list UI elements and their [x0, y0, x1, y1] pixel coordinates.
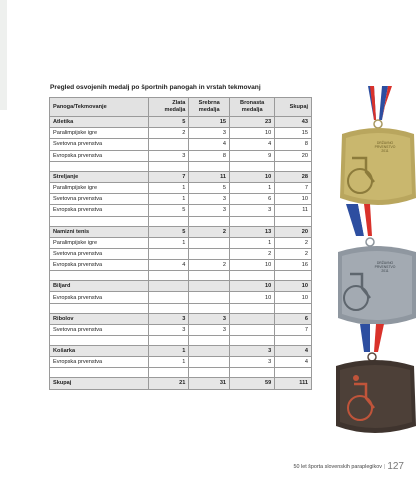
row-value: 10 [230, 128, 275, 139]
row-value: 16 [275, 260, 312, 271]
row-value: 28 [275, 171, 312, 182]
row-label [50, 271, 149, 281]
row-value: 10 [275, 194, 312, 205]
row-value [230, 161, 275, 171]
row-value: 20 [275, 226, 312, 237]
row-label: Košarka [50, 346, 149, 357]
medal-table [49, 97, 312, 390]
header-total: Skupaj [275, 98, 312, 117]
category-row [50, 346, 312, 357]
row-value: 15 [189, 117, 230, 128]
row-value: 15 [275, 128, 312, 139]
row-label [50, 368, 149, 378]
table-row [50, 237, 312, 248]
ribbon-lower [360, 324, 384, 352]
row-value: 2 [230, 248, 275, 259]
row-label: Paralimpijske igre [50, 237, 149, 248]
row-value: 1 [149, 182, 189, 193]
row-label: Paralimpijske igre [50, 182, 149, 193]
row-label: Evropska prvenstva [50, 150, 149, 161]
row-value [230, 271, 275, 281]
row-value: 2 [189, 226, 230, 237]
row-value: 4 [149, 260, 189, 271]
row-value: 3 [149, 313, 189, 324]
row-value [275, 161, 312, 171]
row-value: 11 [189, 171, 230, 182]
row-value [189, 237, 230, 248]
row-value [275, 368, 312, 378]
row-label: Evropska prvenstva [50, 357, 149, 368]
row-value: 7 [149, 171, 189, 182]
footer-separator: | [383, 463, 386, 470]
row-value [149, 216, 189, 226]
row-label: Namizni tenis [50, 226, 149, 237]
row-value: 1 [149, 237, 189, 248]
gold-medal [340, 128, 416, 205]
row-value: 11 [275, 205, 312, 216]
svg-text:PRVENSTVO: PRVENSTVO [374, 145, 396, 149]
footer-text: 50 let športa slovenskih paraplegikov [293, 463, 382, 470]
row-value: 20 [275, 150, 312, 161]
row-value [189, 336, 230, 346]
row-value: 5 [149, 226, 189, 237]
row-value [230, 324, 275, 335]
total-row [50, 378, 312, 389]
row-label: Evropska prvenstva [50, 205, 149, 216]
row-value [189, 248, 230, 259]
row-value: 1 [230, 182, 275, 193]
svg-text:DRŽAVNO: DRŽAVNO [376, 261, 394, 265]
row-value [230, 368, 275, 378]
category-row [50, 313, 312, 324]
row-value [275, 271, 312, 281]
row-value [275, 216, 312, 226]
row-value [189, 292, 230, 303]
row-value [189, 281, 230, 292]
row-value: 8 [275, 139, 312, 150]
row-value [189, 368, 230, 378]
spacer-row [50, 336, 312, 346]
row-value: 3 [149, 324, 189, 335]
row-value [275, 336, 312, 346]
row-value [230, 303, 275, 313]
category-row [50, 226, 312, 237]
svg-text:2011: 2011 [381, 149, 389, 153]
row-value: 8 [189, 150, 230, 161]
svg-text:2011: 2011 [381, 269, 389, 273]
header-bronze: Bronasta medalja [230, 98, 275, 117]
table-row [50, 357, 312, 368]
row-value: 10 [275, 292, 312, 303]
row-value: 4 [189, 139, 230, 150]
row-value: 1 [230, 237, 275, 248]
spacer-row [50, 303, 312, 313]
row-value: 3 [189, 128, 230, 139]
spacer-row [50, 271, 312, 281]
row-value: 3 [189, 324, 230, 335]
left-page-strip [0, 0, 7, 110]
row-value: 59 [230, 378, 275, 389]
row-value: 21 [149, 378, 189, 389]
row-value [149, 248, 189, 259]
page-footer [294, 461, 405, 472]
medals-image [330, 86, 420, 438]
row-value: 2 [275, 248, 312, 259]
row-value [149, 161, 189, 171]
row-value: 5 [189, 182, 230, 193]
row-value: 5 [149, 205, 189, 216]
row-value: 43 [275, 117, 312, 128]
svg-text:PRVENSTVO: PRVENSTVO [374, 265, 396, 269]
row-value: 1 [149, 357, 189, 368]
row-value: 3 [189, 205, 230, 216]
table-row [50, 260, 312, 271]
table-row [50, 194, 312, 205]
row-value: 10 [230, 171, 275, 182]
row-label: Svetovna prvenstva [50, 139, 149, 150]
row-value: 10 [230, 281, 275, 292]
row-label: Svetovna prvenstva [50, 324, 149, 335]
row-value [230, 336, 275, 346]
row-value [149, 281, 189, 292]
row-value: 2 [189, 260, 230, 271]
table-row [50, 150, 312, 161]
row-label: Ribolov [50, 313, 149, 324]
category-row [50, 171, 312, 182]
table-header-row [50, 98, 312, 117]
row-value: 1 [149, 194, 189, 205]
row-value [189, 216, 230, 226]
row-value [189, 357, 230, 368]
row-value: 6 [230, 194, 275, 205]
row-value [230, 216, 275, 226]
row-label: Biljard [50, 281, 149, 292]
table-row [50, 205, 312, 216]
header-gold: Zlata medalja [149, 98, 189, 117]
row-label: Svetovna prvenstva [50, 248, 149, 259]
row-label: Evropska prvenstva [50, 260, 149, 271]
row-value: 2 [149, 128, 189, 139]
row-value [275, 303, 312, 313]
row-value: 4 [230, 139, 275, 150]
row-value: 2 [275, 237, 312, 248]
row-label [50, 336, 149, 346]
category-row [50, 117, 312, 128]
row-value: 13 [230, 226, 275, 237]
ribbon-middle [346, 204, 372, 236]
bronze-medal [336, 360, 416, 433]
row-value: 1 [149, 346, 189, 357]
svg-text:DRŽAVNO: DRŽAVNO [376, 141, 394, 145]
spacer-row [50, 216, 312, 226]
row-value: 4 [275, 346, 312, 357]
row-value: 4 [275, 357, 312, 368]
table-row [50, 182, 312, 193]
row-value: 9 [230, 150, 275, 161]
table-row [50, 139, 312, 150]
row-value: 10 [275, 281, 312, 292]
row-label: Evropska prvenstva [50, 292, 149, 303]
row-value: 3 [230, 205, 275, 216]
category-row [50, 281, 312, 292]
row-label [50, 216, 149, 226]
header-silver: Srebrna medalja [189, 98, 230, 117]
row-value: 3 [149, 150, 189, 161]
row-value: 3 [230, 346, 275, 357]
row-label [50, 161, 149, 171]
row-label: Skupaj [50, 378, 149, 389]
table-row [50, 248, 312, 259]
row-value: 3 [189, 313, 230, 324]
row-label [50, 303, 149, 313]
row-value [149, 271, 189, 281]
row-value: 6 [275, 313, 312, 324]
row-value: 10 [230, 260, 275, 271]
row-value [149, 303, 189, 313]
spacer-row [50, 368, 312, 378]
row-value: 3 [189, 194, 230, 205]
row-label: Svetovna prvenstva [50, 194, 149, 205]
row-value [189, 161, 230, 171]
header-panoga: Panoga/Tekmovanje [50, 98, 149, 117]
silver-medal [338, 246, 416, 325]
table-title: Pregled osvojenih medalj po športnih panogah in vrstah tekmovanj [50, 84, 261, 91]
row-label: Paralimpijske igre [50, 128, 149, 139]
table-row [50, 292, 312, 303]
table-row [50, 324, 312, 335]
row-value [189, 303, 230, 313]
page-number: 127 [387, 461, 404, 472]
row-value [189, 271, 230, 281]
row-label: Streljanje [50, 171, 149, 182]
row-value: 31 [189, 378, 230, 389]
row-value [149, 336, 189, 346]
row-label: Atletika [50, 117, 149, 128]
row-value: 10 [230, 292, 275, 303]
row-value: 3 [230, 357, 275, 368]
ribbon-top [368, 86, 392, 120]
row-value: 7 [275, 182, 312, 193]
row-value [189, 346, 230, 357]
spacer-row [50, 161, 312, 171]
row-value [230, 313, 275, 324]
row-value [149, 368, 189, 378]
row-value [149, 292, 189, 303]
table-row [50, 128, 312, 139]
row-value: 111 [275, 378, 312, 389]
row-value: 23 [230, 117, 275, 128]
row-value: 7 [275, 324, 312, 335]
row-value [149, 139, 189, 150]
row-value: 5 [149, 117, 189, 128]
